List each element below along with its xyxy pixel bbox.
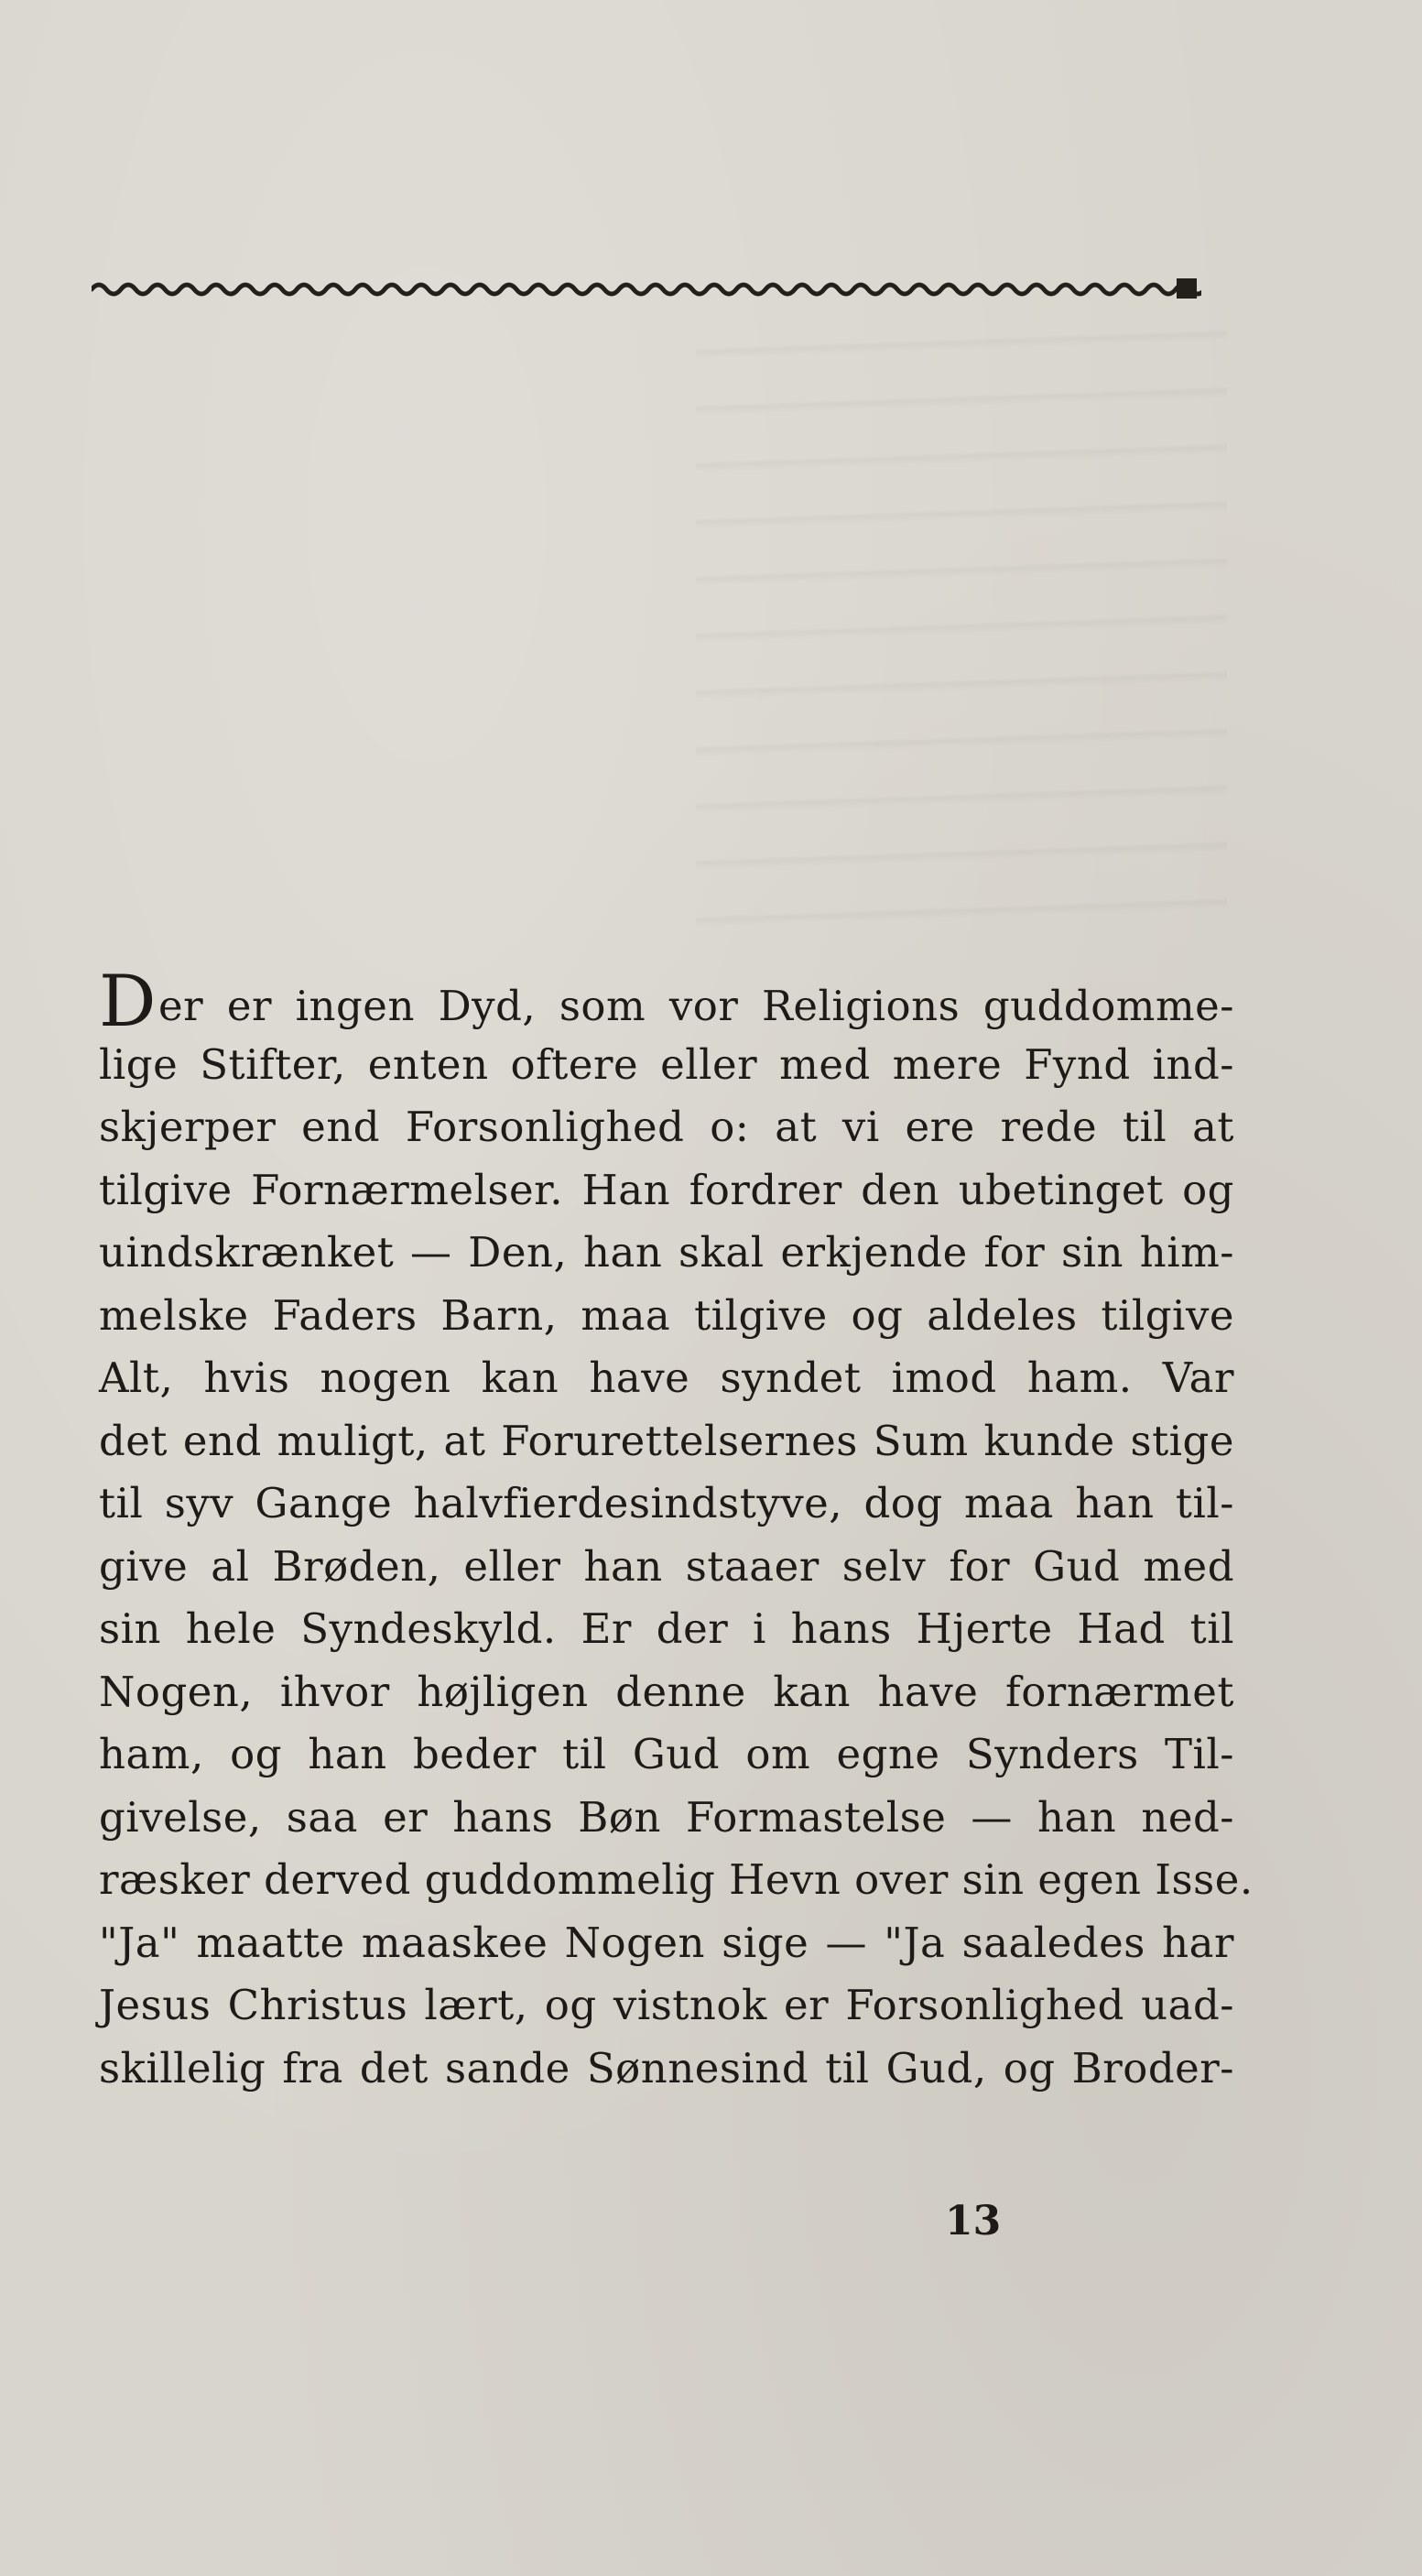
text-line: til syv Gange halvfierdesindstyve, dog maa han til- bbox=[99, 1479, 1234, 1527]
text-line bbox=[99, 961, 1234, 1043]
text-line: Alt, hvis nogen kan have syndet imod ham. Var bbox=[99, 1353, 1234, 1402]
dropcap: D bbox=[99, 961, 157, 1043]
bleed-through-text bbox=[696, 302, 1227, 943]
text-line: give al Brøden, eller han staaer selv for Gud med bbox=[99, 1541, 1234, 1591]
text-line: sin hele Syndeskyld. Er der i hans Hjerte Had til bbox=[99, 1604, 1234, 1653]
text-line: ham, og han beder til Gud om egne Synders Til- bbox=[99, 1730, 1234, 1778]
text-line: det end muligt, at Forurettelsernes Sum kunde stige bbox=[99, 1416, 1234, 1465]
text-line: "Ja" maatte maaskee Nogen sige — "Ja saaledes har bbox=[99, 1918, 1234, 1967]
text-line: skillelig fra det sande Sønnesind til Gud, og Broder- bbox=[99, 2043, 1234, 2092]
text-line: Jesus Christus lært, og vistnok er Forsonlighed uad- bbox=[99, 1981, 1234, 2029]
text-line: lige Stifter, enten oftere eller med mere Fynd ind- bbox=[99, 1039, 1234, 1089]
text-line: melske Faders Barn, maa tilgive og aldeles tilgive bbox=[99, 1290, 1234, 1340]
wavy-rule-ornament bbox=[92, 271, 1201, 302]
text-line: Nogen, ihvor højligen denne kan have fornærmet bbox=[99, 1667, 1234, 1716]
text-line-content: er er ingen Dyd, som vor Religions guddomme- bbox=[158, 982, 1234, 1030]
text-line: uindskrænket — Den, han skal erkjende for sin him- bbox=[99, 1228, 1234, 1277]
text-line: ræsker derved guddommelig Hevn over sin egen Isse. bbox=[99, 1855, 1254, 1904]
signature-mark: 13 bbox=[945, 2198, 1002, 2244]
text-line: skjerper end Forsonlighed o: at vi ere rede til at bbox=[99, 1103, 1234, 1151]
text-line: tilgive Fornærmelser. Han fordrer den ubetinget og bbox=[99, 1165, 1234, 1214]
text-line: givelse, saa er hans Bøn Formastelse — han ned- bbox=[99, 1792, 1234, 1842]
body-text bbox=[99, 961, 1254, 2100]
